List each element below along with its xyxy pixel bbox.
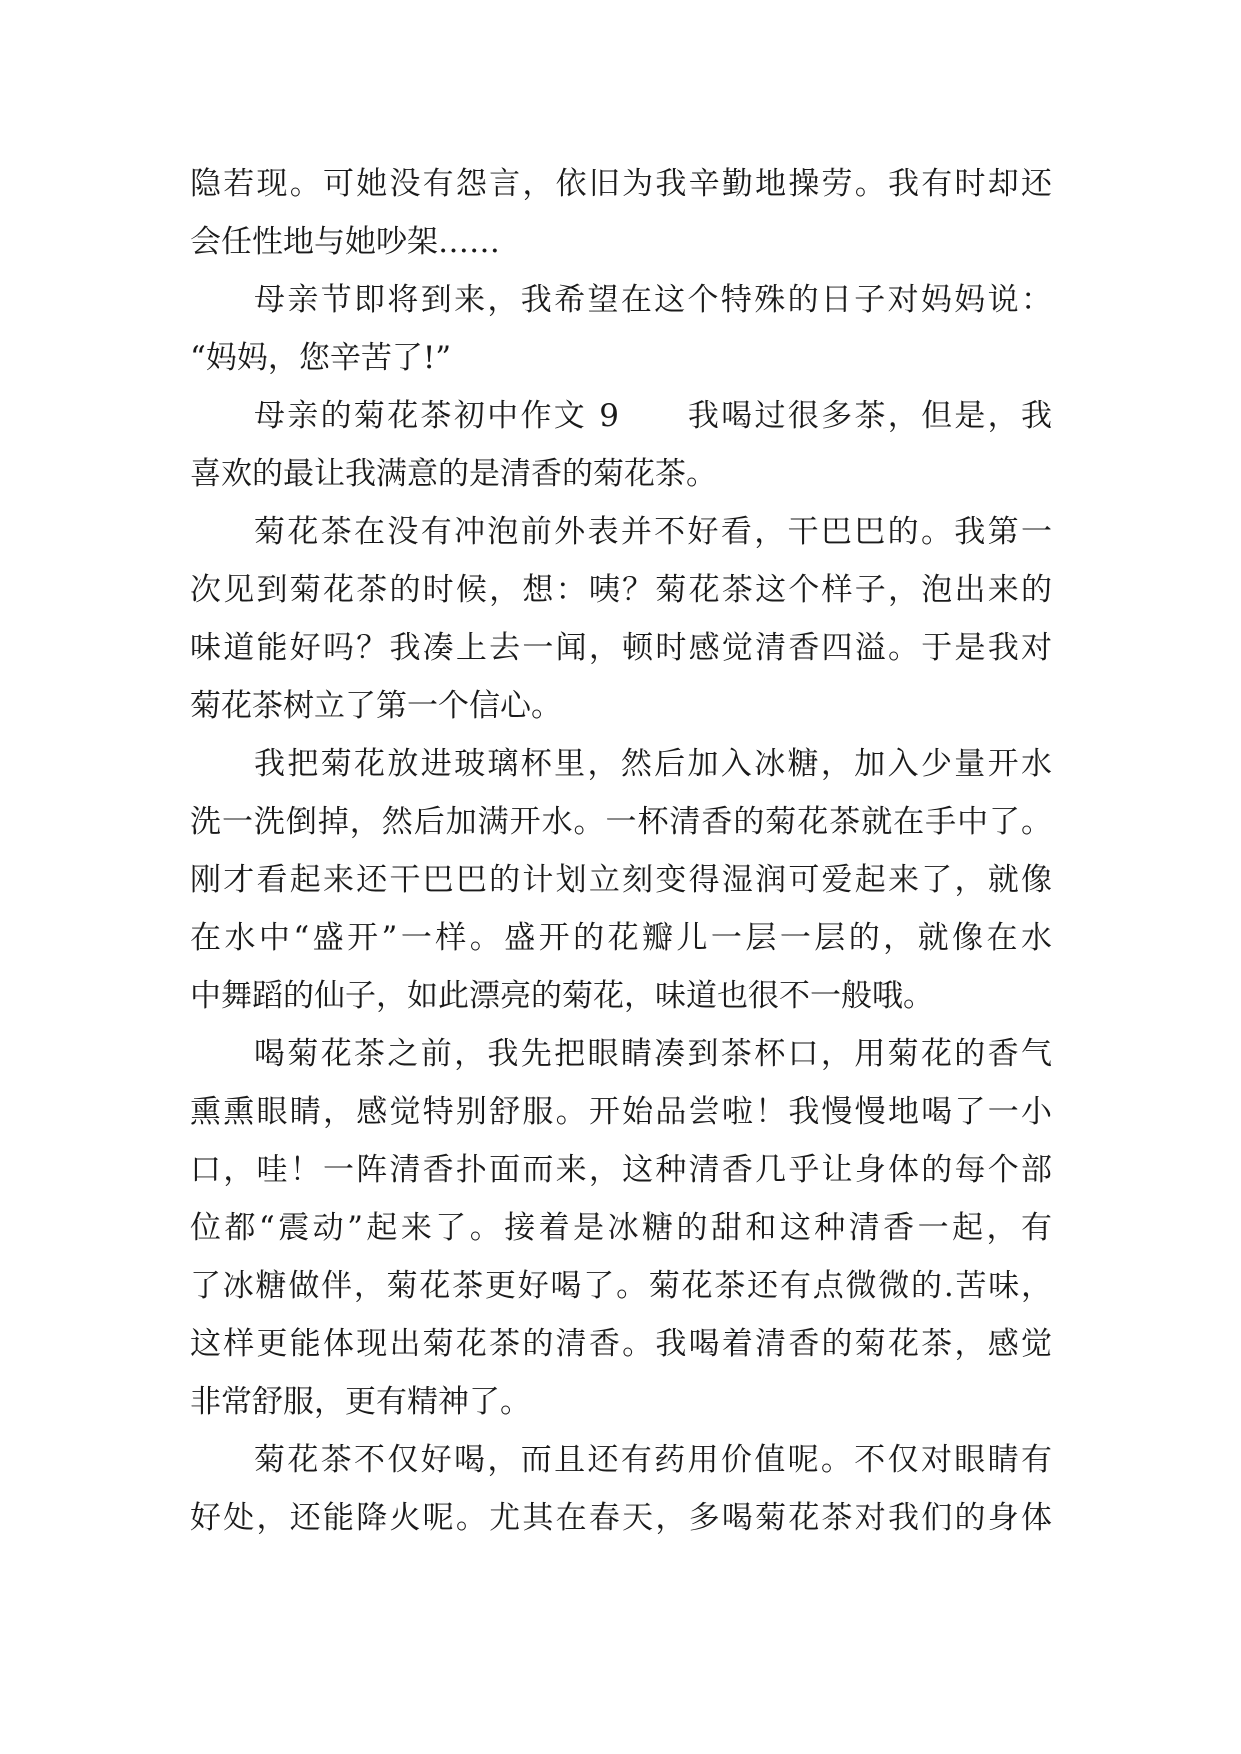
text-line: 口，哇！一阵清香扑面而来，这种清香几乎让身体的每个部 [190,1152,1052,1188]
text-line: 熏熏眼睛，感觉特别舒服。开始品尝啦！我慢慢地喝了一小 [190,1094,1052,1130]
text-line: 好处，还能降火呢。尤其在春天，多喝菊花茶对我们的身体 [190,1500,1052,1536]
text-line: 了冰糖做伴，菊花茶更好喝了。菊花茶还有点微微的.苦味， [190,1268,1052,1304]
text-line: 这样更能体现出菊花茶的清香。我喝着清香的菊花茶，感觉 [190,1326,1052,1362]
paragraph-first-line: 喝菊花茶之前，我先把眼睛凑到茶杯口，用菊花的香气 [254,1036,1052,1072]
body-text [190,155,1052,1547]
text-line: 位都“震动”起来了。接着是冰糖的甜和这种清香一起，有 [190,1210,1052,1246]
text-line: 菊花茶树立了第一个信心。 [190,688,562,724]
text-line: 在水中“盛开”一样。盛开的花瓣儿一层一层的，就像在水 [190,920,1052,956]
paragraph-first-line: 菊花茶在没有冲泡前外表并不好看，干巴巴的。我第一 [254,514,1052,550]
text-line: 刚才看起来还干巴巴的计划立刻变得湿润可爱起来了，就像 [190,862,1052,898]
text-line: “妈妈，您辛苦了!” [190,340,452,376]
text-line: 中舞蹈的仙子，如此漂亮的菊花，味道也很不一般哦。 [190,978,934,1014]
text-line: 次见到菊花茶的时候，想：咦？菊花茶这个样子，泡出来的 [190,572,1052,608]
paragraph-first-line: 母亲节即将到来，我希望在这个特殊的日子对妈妈说： [254,282,1052,318]
text-line: 洗一洗倒掉，然后加满开水。一杯清香的菊花茶就在手中了。 [190,804,1052,840]
paragraph-first-line: 菊花茶不仅好喝，而且还有药用价值呢。不仅对眼睛有 [254,1442,1052,1478]
paragraph-first-line: 母亲的菊花茶初中作文 9 我喝过很多茶，但是，我 [254,398,1052,434]
text-line: 会任性地与她吵架…… [190,224,500,260]
paragraph-first-line: 我把菊花放进玻璃杯里，然后加入冰糖，加入少量开水 [254,746,1052,782]
text-line: 非常舒服，更有精神了。 [190,1384,531,1420]
text-line: 味道能好吗？我凑上去一闻，顿时感觉清香四溢。于是我对 [190,630,1052,666]
text-line: 喜欢的最让我满意的是清香的菊花茶。 [190,456,717,492]
text-line: 隐若现。可她没有怨言，依旧为我辛勤地操劳。我有时却还 [190,166,1052,202]
